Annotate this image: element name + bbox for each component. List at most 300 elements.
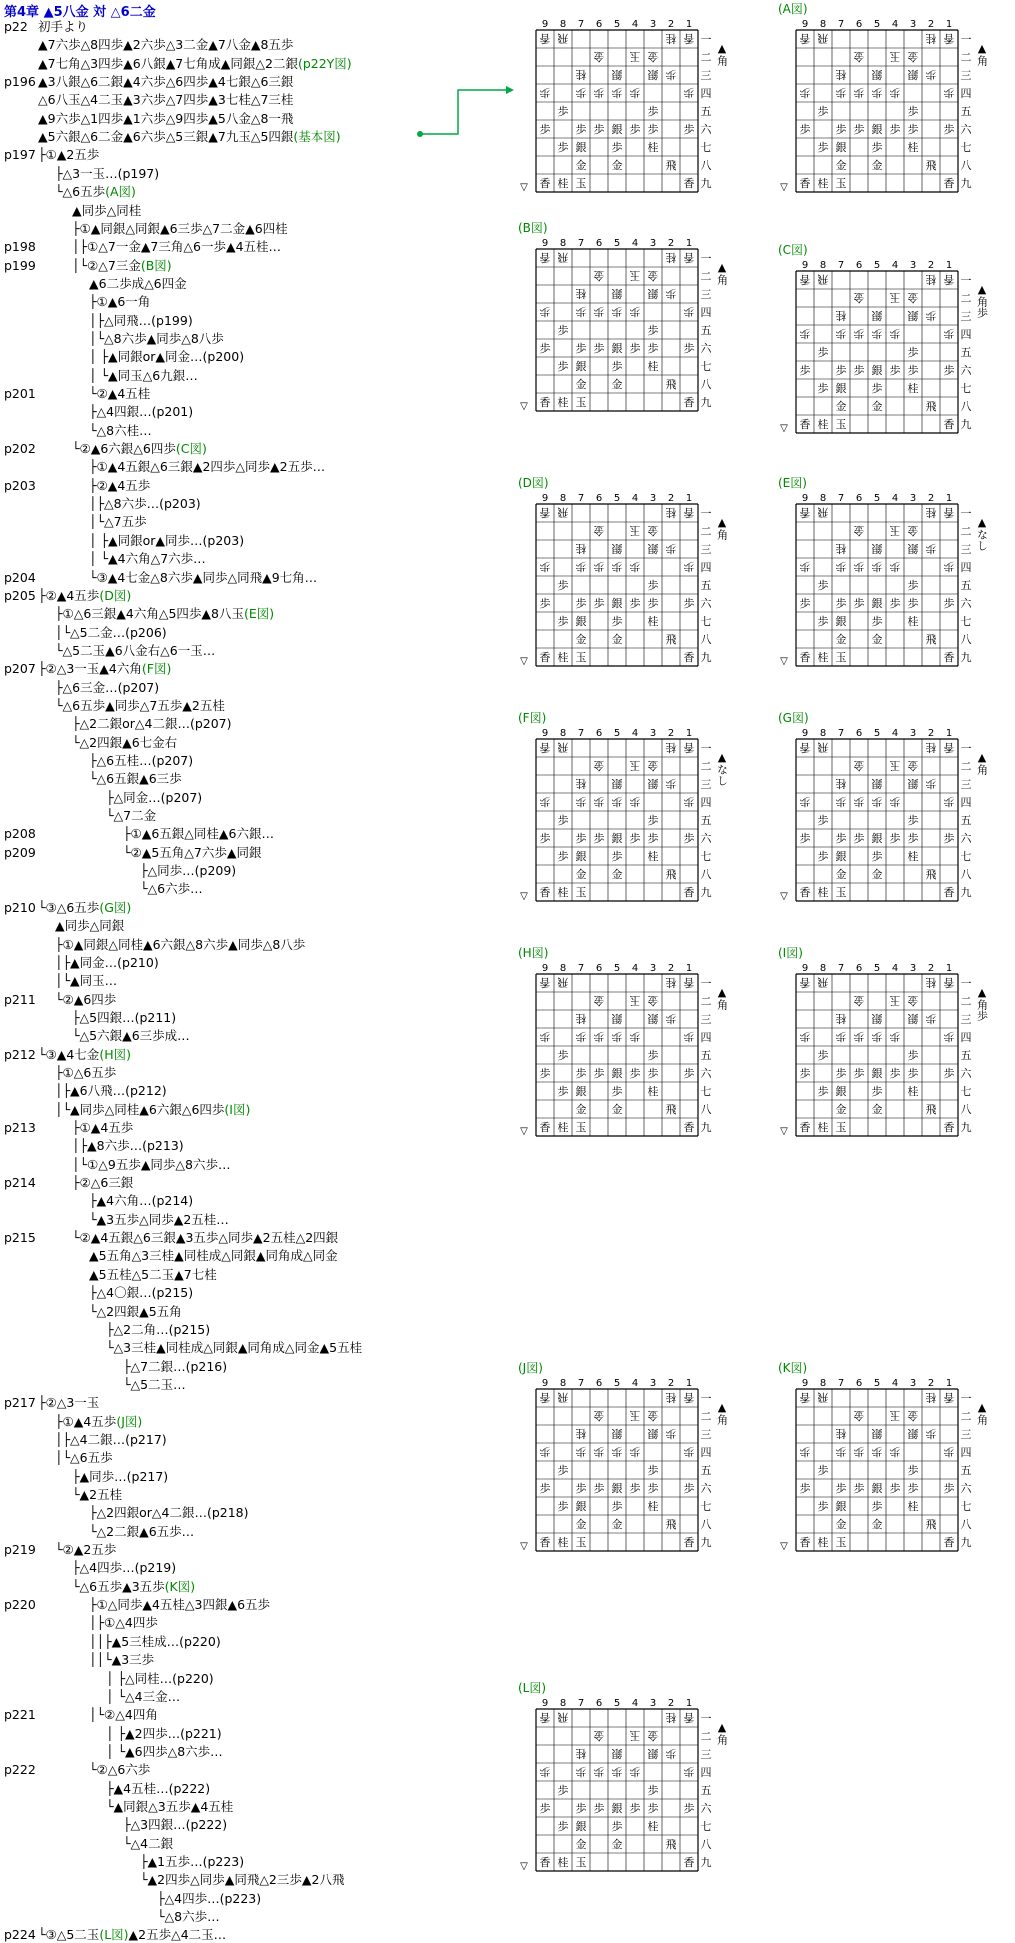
shogi-piece: 桂: [647, 615, 659, 628]
shogi-piece: 歩: [557, 579, 569, 592]
move-text: └△8六桂…: [89, 422, 152, 438]
variation-line: [123, 844, 261, 861]
rank-number: 五: [700, 579, 712, 592]
rank-number: 一: [960, 33, 972, 46]
file-number: 1: [945, 728, 953, 739]
move-text: ├△3四銀…(p222): [123, 1817, 228, 1833]
move-text: ├②▲4五歩: [38, 587, 100, 603]
file-number: 9: [801, 19, 809, 30]
shogi-piece: 歩: [853, 560, 865, 573]
variation-line: [89, 1761, 150, 1778]
move-text: └△2二銀▲6五歩…: [89, 1523, 195, 1539]
shogi-piece: 銀: [611, 1747, 623, 1760]
shogi-piece: 歩: [575, 1445, 587, 1458]
board-label: (G図): [778, 711, 809, 725]
shogi-piece: 銀: [835, 1500, 847, 1513]
gote-mark: ▽: [520, 401, 528, 412]
file-number: 1: [685, 1378, 693, 1389]
shogi-piece: 歩: [593, 1030, 605, 1043]
shogi-piece: 香: [539, 506, 551, 519]
shogi-piece: 歩: [539, 560, 551, 573]
shogi-piece: 歩: [835, 86, 847, 99]
page-ref: p219: [4, 1542, 36, 1558]
variation-line: [123, 1376, 186, 1393]
shogi-piece: 金: [593, 50, 605, 63]
rank-number: 四: [700, 796, 712, 809]
shogi-piece: 歩: [925, 1012, 937, 1025]
shogi-piece: 歩: [907, 1482, 919, 1495]
shogi-piece: 香: [683, 651, 695, 664]
shogi-piece: 銀: [871, 777, 883, 790]
file-number: 7: [837, 963, 845, 974]
shogi-piece: 金: [611, 1838, 623, 1851]
rank-number: 三: [960, 69, 972, 82]
move-text: │└△7五歩: [89, 514, 147, 530]
shogi-piece: 金: [853, 1409, 865, 1422]
sente-hand: ▲角歩: [975, 986, 989, 1021]
move-text: └▲2五桂: [72, 1487, 123, 1502]
move-text: ├②△3一玉▲4六角: [38, 661, 142, 677]
shogi-piece: 金: [611, 1103, 623, 1116]
shogi-piece: 歩: [557, 1820, 569, 1833]
shogi-piece: 歩: [665, 1427, 677, 1440]
variation-line: [89, 569, 317, 586]
shogi-piece: 歩: [611, 141, 623, 154]
variation-line: [106, 1321, 210, 1338]
shogi-piece: 歩: [853, 327, 865, 340]
shogi-piece: 桂: [647, 360, 659, 373]
shogi-piece: 香: [943, 886, 955, 899]
board-grid: [778, 490, 990, 682]
move-text: ▲5六銀△6二金▲6六歩△5三銀▲7九玉△5四銀: [38, 129, 294, 145]
shogi-piece: 香: [943, 177, 955, 190]
file-number: 4: [891, 963, 899, 974]
move-text: ├△同金…(p207): [106, 789, 203, 805]
shogi-piece: 歩: [647, 342, 659, 355]
variation-line: [72, 1156, 231, 1173]
board-grid: [518, 490, 730, 682]
shogi-piece: 歩: [943, 327, 955, 340]
file-number: 2: [927, 493, 935, 504]
rank-number: 一: [960, 977, 972, 990]
shogi-piece: 金: [593, 759, 605, 772]
rank-number: 三: [960, 1428, 972, 1441]
shogi-piece: 歩: [871, 1030, 883, 1043]
variation-line: [140, 862, 236, 879]
file-number: 6: [595, 1378, 603, 1389]
file-number: 3: [909, 19, 917, 30]
shogi-piece: 歩: [925, 542, 937, 555]
shogi-piece: 歩: [799, 597, 811, 610]
shogi-piece: 歩: [665, 1012, 677, 1025]
shogi-piece: 歩: [593, 597, 605, 610]
shogi-piece: 金: [647, 994, 659, 1007]
shogi-piece: 桂: [817, 177, 829, 190]
move-text: └▲同銀△3五歩▲4五桂: [106, 1798, 234, 1814]
shogi-piece: 金: [907, 994, 919, 1007]
shogi-piece: 歩: [629, 1482, 641, 1495]
shogi-piece: 銀: [647, 777, 659, 790]
shogi-piece: 飛: [817, 273, 829, 286]
move-text: └△6五歩▲同歩△7五歩▲2五桂: [55, 697, 225, 713]
rank-number: 六: [700, 342, 712, 355]
move-text: ├①△6五歩: [55, 1064, 117, 1080]
shogi-piece: 香: [943, 273, 955, 286]
shogi-piece: 歩: [889, 1030, 901, 1043]
variation-line: [72, 734, 177, 751]
shogi-piece: 桂: [647, 1500, 659, 1513]
variation-line: [123, 1835, 173, 1852]
shogi-piece: 歩: [943, 597, 955, 610]
variation-line: [106, 1725, 222, 1742]
sente-hand: ▲角: [715, 986, 729, 1010]
move-text: │ ├△同桂…(p220): [106, 1670, 214, 1686]
shogi-piece: 銀: [575, 141, 587, 154]
rank-number: 五: [960, 1049, 972, 1062]
sente-hand: ▲角: [975, 751, 989, 775]
shogi-piece: 歩: [629, 1445, 641, 1458]
shogi-piece: 歩: [611, 795, 623, 808]
variation-line: [89, 1596, 270, 1613]
shogi-piece: 歩: [817, 850, 829, 863]
move-text: ├②△3一玉: [38, 1395, 100, 1411]
rank-number: 三: [700, 1428, 712, 1441]
shogi-piece: 歩: [593, 1445, 605, 1458]
shogi-piece: 金: [871, 159, 883, 172]
file-number: 9: [541, 1378, 549, 1389]
file-number: 8: [819, 728, 827, 739]
shogi-piece: 香: [539, 886, 551, 899]
shogi-piece: 歩: [925, 68, 937, 81]
move-text: │ ├▲同銀or▲同歩…(p203): [89, 532, 245, 548]
shogi-piece: 飛: [925, 159, 937, 172]
shogi-piece: 香: [683, 1536, 695, 1549]
board-label: (A図): [778, 2, 808, 16]
shogi-piece: 金: [647, 1729, 659, 1742]
move-text: ├△4四歩…(p223): [157, 1890, 262, 1906]
shogi-piece: 桂: [925, 273, 937, 286]
shogi-piece: 香: [799, 1391, 811, 1404]
move-text: │├△同飛…(p199): [89, 312, 193, 328]
shogi-piece: 銀: [871, 68, 883, 81]
shogi-piece: 銀: [647, 1427, 659, 1440]
board-grid: [778, 257, 990, 449]
file-number: 2: [667, 493, 675, 504]
board-label: (C図): [778, 243, 808, 257]
shogi-piece: 歩: [799, 1030, 811, 1043]
rank-number: 三: [700, 543, 712, 556]
shogi-piece: 桂: [835, 542, 847, 555]
shogi-piece: 歩: [943, 1482, 955, 1495]
page-ref: p220: [4, 1597, 36, 1613]
diagram-ref: (C図): [175, 441, 207, 457]
gote-mark: ▽: [780, 182, 788, 193]
shogi-piece: 飛: [817, 506, 829, 519]
shogi-piece: 歩: [943, 123, 955, 136]
shogi-piece: 桂: [575, 1012, 587, 1025]
shogi-piece: 桂: [557, 177, 569, 190]
shogi-piece: 銀: [835, 850, 847, 863]
file-number: 6: [595, 238, 603, 249]
rank-number: 六: [700, 1802, 712, 1815]
file-number: 6: [595, 1698, 603, 1709]
rank-number: 三: [960, 1013, 972, 1026]
shogi-piece: 香: [539, 976, 551, 989]
move-text: ├①▲同銀△同桂▲6六銀△8六歩▲同歩△8八歩: [55, 936, 306, 952]
shogi-piece: 銀: [647, 68, 659, 81]
rank-number: 四: [700, 561, 712, 574]
file-number: 2: [927, 1378, 935, 1389]
shogi-piece: 玉: [889, 291, 901, 304]
shogi-piece: 金: [593, 524, 605, 537]
rank-number: 五: [700, 1784, 712, 1797]
variation-line: [89, 1303, 182, 1320]
shogi-piece: 歩: [539, 342, 551, 355]
rank-number: 八: [960, 400, 972, 413]
rank-number: 九: [960, 651, 972, 664]
rank-number: 四: [960, 796, 972, 809]
shogi-piece: 銀: [575, 615, 587, 628]
shogi-piece: 歩: [799, 327, 811, 340]
file-number: 6: [855, 19, 863, 30]
rank-number: 七: [960, 1085, 972, 1098]
shogi-piece: 歩: [629, 86, 641, 99]
shogi-piece: 歩: [593, 1765, 605, 1778]
rank-number: 二: [960, 525, 972, 538]
rank-number: 三: [960, 543, 972, 556]
variation-line: [89, 770, 182, 787]
file-number: 5: [613, 728, 621, 739]
diagram-ref: (L図): [99, 1927, 129, 1943]
shogi-piece: 歩: [665, 777, 677, 790]
shogi-piece: 金: [835, 1103, 847, 1116]
shogi-piece: 歩: [629, 832, 641, 845]
rank-number: 八: [960, 1103, 972, 1116]
shogi-piece: 歩: [647, 105, 659, 118]
variation-line: [72, 1486, 122, 1503]
shogi-piece: 歩: [593, 1067, 605, 1080]
shogi-piece: 金: [647, 1409, 659, 1422]
shogi-piece: 歩: [835, 364, 847, 377]
board-label: (I図): [778, 946, 803, 960]
shogi-piece: 歩: [611, 1445, 623, 1458]
file-number: 7: [837, 260, 845, 271]
rank-number: 八: [960, 868, 972, 881]
shogi-piece: 歩: [593, 1802, 605, 1815]
shogi-piece: 歩: [871, 327, 883, 340]
shogi-piece: 玉: [629, 524, 641, 537]
file-number: 1: [685, 19, 693, 30]
shogi-piece: 香: [943, 418, 955, 431]
shogi-piece: 香: [943, 1121, 955, 1134]
shogi-piece: 金: [575, 1518, 587, 1531]
shogi-piece: 玉: [835, 418, 847, 431]
rank-number: 九: [700, 651, 712, 664]
file-number: 3: [649, 19, 657, 30]
shogi-piece: 歩: [539, 1067, 551, 1080]
shogi-piece: 香: [799, 418, 811, 431]
file-number: 5: [873, 963, 881, 974]
file-number: 1: [945, 260, 953, 271]
diagram-ref: (E図): [244, 606, 275, 622]
shogi-piece: 飛: [557, 1711, 569, 1724]
file-number: 5: [613, 238, 621, 249]
shogi-piece: 歩: [611, 305, 623, 318]
file-number: 3: [649, 493, 657, 504]
file-number: 9: [801, 493, 809, 504]
move-text: ├△6三金…(p207): [55, 679, 160, 695]
rank-number: 四: [960, 1031, 972, 1044]
shogi-piece: 歩: [647, 1482, 659, 1495]
variation-line: [72, 202, 141, 219]
shogi-piece: 金: [871, 1518, 883, 1531]
shogi-piece: 歩: [557, 615, 569, 628]
variation-line: [89, 1614, 158, 1631]
shogi-piece: 銀: [871, 542, 883, 555]
variation-line: [157, 1908, 220, 1925]
page-ref: p222: [4, 1762, 36, 1778]
rank-number: 七: [700, 850, 712, 863]
variation-line: [55, 697, 225, 714]
move-text: ├▲4五桂…(p222): [106, 1780, 211, 1796]
rank-number: 四: [700, 1031, 712, 1044]
shogi-piece: 歩: [871, 1500, 883, 1513]
shogi-piece: 銀: [611, 1482, 623, 1495]
shogi-piece: 香: [943, 506, 955, 519]
file-number: 9: [541, 728, 549, 739]
board-grid: [518, 235, 730, 427]
move-text: │ ├▲2四歩…(p221): [106, 1725, 222, 1741]
shogi-piece: 歩: [889, 832, 901, 845]
shogi-piece: 金: [871, 1103, 883, 1116]
file-number: 5: [873, 19, 881, 30]
rank-number: 五: [700, 1049, 712, 1062]
shogi-piece: 歩: [817, 1085, 829, 1098]
shogi-piece: 歩: [683, 123, 695, 136]
page-ref: p208: [4, 826, 36, 842]
shogi-piece: 香: [539, 1856, 551, 1869]
variation-line: [89, 513, 147, 530]
shogi-piece: 歩: [943, 364, 955, 377]
variation-line: [89, 1523, 194, 1540]
file-number: 9: [541, 19, 549, 30]
shogi-piece: 歩: [557, 850, 569, 863]
move-text: ├①▲6五銀△同桂▲6六銀…: [123, 826, 274, 842]
page-ref: p196: [4, 74, 36, 90]
shogi-piece: 金: [871, 633, 883, 646]
shogi-piece: 金: [575, 633, 587, 646]
shogi-piece: 銀: [647, 287, 659, 300]
move-text: ├①▲2五歩: [38, 147, 100, 163]
file-number: 7: [837, 728, 845, 739]
rank-number: 八: [700, 1103, 712, 1116]
shogi-piece: 歩: [647, 1464, 659, 1477]
shogi-piece: 歩: [907, 364, 919, 377]
shogi-piece: 歩: [817, 346, 829, 359]
shogi-piece: 歩: [907, 579, 919, 592]
shogi-piece: 歩: [629, 1067, 641, 1080]
shogi-piece: 歩: [629, 1030, 641, 1043]
rank-number: 三: [700, 69, 712, 82]
rank-number: 七: [960, 382, 972, 395]
shogi-piece: 銀: [871, 364, 883, 377]
file-number: 8: [559, 728, 567, 739]
shogi-piece: 歩: [611, 1030, 623, 1043]
variation-line: [89, 367, 198, 384]
move-text: ▲7七角△3四歩▲6八銀▲7七角成▲同銀△2二銀: [38, 55, 298, 71]
shogi-piece: 歩: [817, 579, 829, 592]
variation-line: [123, 1816, 227, 1833]
shogi-piece: 歩: [853, 795, 865, 808]
shogi-piece: 歩: [835, 1482, 847, 1495]
shogi-piece: 香: [799, 177, 811, 190]
variation-line: [72, 238, 281, 255]
board-A: [778, 2, 990, 208]
shogi-piece: 歩: [647, 1067, 659, 1080]
shogi-piece: 歩: [593, 305, 605, 318]
variation-line: [72, 1009, 176, 1026]
sente-hand: ▲角: [715, 261, 729, 285]
shogi-piece: 桂: [575, 68, 587, 81]
file-number: 3: [909, 1378, 917, 1389]
shogi-piece: 香: [539, 1121, 551, 1134]
file-number: 1: [685, 238, 693, 249]
file-number: 9: [801, 963, 809, 974]
shogi-piece: 歩: [817, 141, 829, 154]
variation-line: [89, 1266, 217, 1283]
shogi-piece: 桂: [665, 1711, 677, 1724]
file-number: 1: [685, 728, 693, 739]
file-number: 8: [819, 260, 827, 271]
move-text: └△5二玉…: [123, 1376, 186, 1392]
move-text: ├①▲4五銀△6三銀▲2四歩△同歩▲2五歩…: [89, 459, 326, 475]
shogi-piece: 歩: [575, 1765, 587, 1778]
shogi-piece: 玉: [575, 396, 587, 409]
shogi-piece: 玉: [629, 994, 641, 1007]
shogi-piece: 銀: [575, 1085, 587, 1098]
shogi-piece: 金: [611, 633, 623, 646]
shogi-piece: 金: [593, 269, 605, 282]
shogi-piece: 桂: [665, 741, 677, 754]
shogi-piece: 銀: [835, 382, 847, 395]
shogi-piece: 金: [575, 378, 587, 391]
shogi-piece: 金: [907, 291, 919, 304]
rank-number: 四: [960, 1446, 972, 1459]
variation-line: [55, 642, 215, 659]
shogi-piece: 歩: [889, 597, 901, 610]
shogi-piece: 飛: [557, 976, 569, 989]
shogi-piece: 銀: [611, 1802, 623, 1815]
rank-number: 二: [700, 1730, 712, 1743]
board-grid: [778, 16, 990, 208]
shogi-piece: 金: [853, 291, 865, 304]
file-number: 4: [631, 963, 639, 974]
diagram-ref: (I図): [224, 1101, 251, 1117]
shogi-piece: 歩: [817, 615, 829, 628]
rank-number: 九: [700, 177, 712, 190]
move-text: └②△6六歩: [89, 1762, 151, 1778]
move-text: ├①▲4五歩: [72, 1120, 134, 1135]
move-text: │ └▲6四歩△8六歩…: [106, 1743, 223, 1759]
shogi-piece: 銀: [611, 1427, 623, 1440]
variation-line: [55, 1413, 142, 1430]
rank-number: 七: [700, 1820, 712, 1833]
rank-number: 七: [960, 141, 972, 154]
move-text: └②▲6六銀△6四歩: [72, 441, 176, 457]
shogi-piece: 歩: [557, 1049, 569, 1062]
shogi-piece: 歩: [871, 382, 883, 395]
shogi-piece: 歩: [871, 1085, 883, 1098]
